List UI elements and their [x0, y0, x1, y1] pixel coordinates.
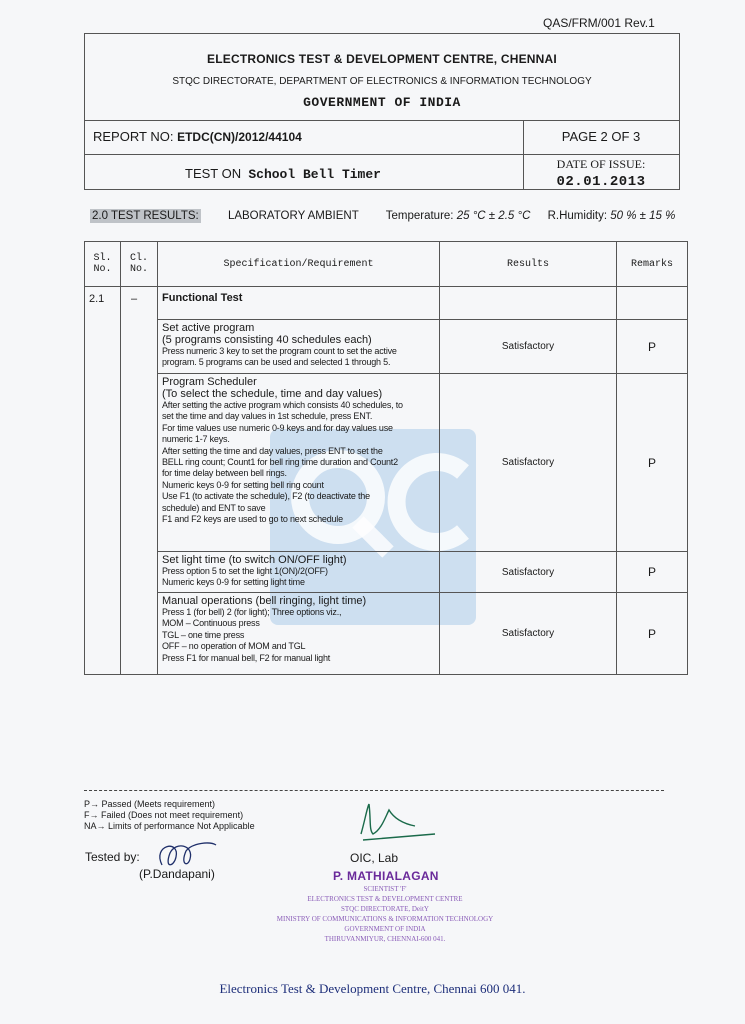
ambient-label: LABORATORY AMBIENT	[227, 210, 359, 222]
legend-passed: P→ Passed (Meets requirement)	[84, 799, 216, 809]
col-remarks: Remarks	[617, 242, 688, 287]
test-row	[85, 154, 679, 190]
spec-cell: Set active program (5 programs consisting 40 schedules each) Press numeric 3 key to set the program count to set the active program. 5 programs can be used and selected 1 through 5.	[158, 320, 440, 374]
legend	[84, 799, 255, 832]
page-indicator: PAGE 2 OF 3	[561, 129, 641, 144]
cl-number: –	[121, 287, 158, 675]
issue-date: 02.01.2013	[556, 174, 646, 190]
officer-signature	[355, 800, 445, 845]
col-specification: Specification/Requirement	[158, 242, 440, 287]
date-of-issue: DATE OF ISSUE: 02.01.2013	[523, 157, 679, 190]
table-row	[85, 374, 688, 552]
report-header	[84, 33, 680, 190]
oic-label: OIC, Lab	[350, 851, 399, 865]
result-cell: Satisfactory	[440, 374, 617, 552]
report-number-row	[85, 120, 679, 155]
test-title: TEST ON School Bell Timer	[185, 166, 381, 182]
sl-number: 2.1	[85, 287, 121, 675]
footer-address: Electronics Test & Development Centre, Chennai 600 041.	[219, 981, 526, 996]
col-cl-no: Cl. No.	[121, 242, 158, 287]
spec-cell: Manual operations (bell ringing, light time) Press 1 (for bell) 2 (for light); Three options viz., MOM – Continuous press TGL – one time press OFF – no operation of MOM and TGL Press F1 for manual bell, F2 for manual light	[158, 593, 440, 675]
test-name: School Bell Timer	[248, 167, 381, 182]
government-name: GOVERNMENT OF INDIA	[303, 95, 461, 110]
table-row	[85, 593, 688, 675]
official-stamp: SCIENTIST 'F' ELECTRONICS TEST & DEVELOPMENT CENTRE STQC DIRECTORATE, DeitY MINISTRY OF COMMUNICATIONS & INFORMATION TECHNOLOGY GOVERNMENT OF INDIA THIRUVANMIYUR, CHENNAI-600 041.	[276, 885, 494, 943]
table-row	[85, 552, 688, 593]
report-number-value: ETDC(CN)/2012/44104	[177, 130, 302, 144]
tester-name: (P.Dandapani)	[139, 867, 215, 881]
temperature-value: 25 °C ± 2.5 °C	[456, 210, 531, 222]
remark-cell: P	[617, 593, 688, 675]
table-header-row	[85, 242, 688, 287]
directorate-name: STQC DIRECTORATE, DEPARTMENT OF ELECTRONICS & INFORMATION TECHNOLOGY	[172, 76, 592, 87]
results-table	[84, 241, 688, 675]
section-tag: 2.0 TEST RESULTS:	[92, 210, 199, 222]
legend-failed: F→ Failed (Does not meet requirement)	[84, 810, 244, 820]
remark-cell: P	[617, 374, 688, 552]
centre-name: ELECTRONICS TEST & DEVELOPMENT CENTRE, CHENNAI	[207, 52, 557, 66]
legend-na: NA→ Limits of performance Not Applicable	[84, 821, 255, 831]
form-reference: QAS/FRM/001 Rev.1	[543, 16, 655, 30]
result-cell: Satisfactory	[440, 593, 617, 675]
report-number: REPORT NO: ETDC(CN)/2012/44104	[93, 129, 302, 144]
result-cell: Satisfactory	[440, 552, 617, 593]
spec-cell: Set light time (to switch ON/OFF light) Press option 5 to set the light 1(ON)/2(OFF) Numeric keys 0-9 for setting light time	[158, 552, 440, 593]
test-results-line: 2.0 TEST RESULTS: LABORATORY AMBIENT Temperature: 25 °C ± 2.5 °C R.Humidity: 50 % ± 15 %	[92, 210, 676, 222]
organization-block	[85, 34, 679, 121]
tested-by-label: Tested by:	[85, 850, 140, 864]
spec-cell: Program Scheduler (To select the schedule, time and day values) After setting the active program which consists 40 schedules, to set the time and day values in 1st schedule, press ENT. For time values use numeric 0-9 keys and for day values use numeric 1-7 keys. After setting the time and day values, press ENT to set the BELL ring count; Count1 for bell ring time duration and Count2 for time delay between bell rings. Numeric keys 0-9 for setting bell ring count Use F1 (to activate the schedule), F2 (to deactivate the schedule) and ENT to save F1 and F2 keys are used to go to next schedule	[158, 374, 440, 552]
table-row	[85, 287, 688, 320]
remark-cell: P	[617, 320, 688, 374]
col-results: Results	[440, 242, 617, 287]
section-title: Functional Test	[158, 287, 440, 320]
result-cell: Satisfactory	[440, 320, 617, 374]
table-row	[85, 320, 688, 374]
col-sl-no: Sl. No.	[85, 242, 121, 287]
humidity-value: 50 % ± 15 %	[610, 210, 676, 222]
officer-name: P. MATHIALAGAN	[333, 869, 439, 883]
remark-cell: P	[617, 552, 688, 593]
divider	[84, 790, 664, 791]
